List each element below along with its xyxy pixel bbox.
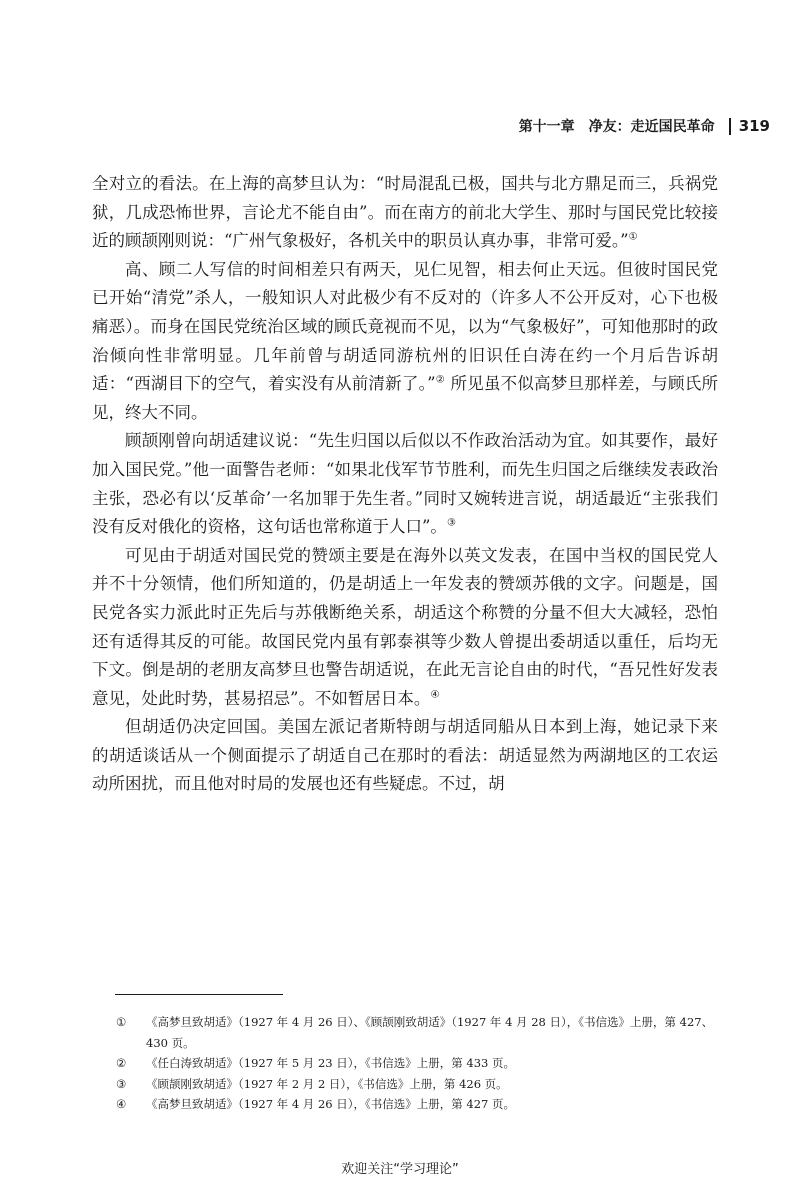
page-footer: 欢迎关注“学习理论” bbox=[341, 1162, 459, 1177]
footnote-ref-2[interactable]: ② bbox=[435, 374, 445, 386]
footnote-1 bbox=[116, 1012, 726, 1053]
page-number: 319 bbox=[738, 117, 770, 135]
footnote-text: 《任白涛致胡适》（1927 年 5 月 23 日），《书信选》上册，第 433 页。 bbox=[146, 1056, 516, 1070]
footnote-mark: ② bbox=[116, 1056, 127, 1070]
footnote-ref-1[interactable]: ① bbox=[628, 231, 638, 243]
header-divider bbox=[729, 118, 731, 135]
footnote-3 bbox=[116, 1074, 726, 1095]
footnote-text: 《高梦旦致胡适》（1927 年 4 月 26 日）、《顾颉刚致胡适》（1927 年 4 月 28 日），《书信选》上册，第 427、430 页。 bbox=[146, 1015, 714, 1050]
paragraph-3: 顾颉刚曾向胡适建议说：“先生归国以后似以不作政治活动为宜。如其要作，最好加入国民党。”他一面警告老师：“如果北伐军节节胜利，而先生归国之后继续发表政治主张，恐必有以‘反革命’一名加罪于先生者。”同时又婉转进言说，胡适最近“主张我们没有反对俄化的资格，这句话也常称道于人口”。③ bbox=[92, 431, 718, 537]
footnote-4 bbox=[116, 1094, 726, 1115]
chapter-title: 第十一章 净友：走近国民革命 bbox=[518, 119, 715, 135]
footnote-text: 《顾颉刚致胡适》（1927 年 2 月 2 日），《书信选》上册，第 426 页。 bbox=[146, 1076, 508, 1091]
body-text bbox=[92, 170, 718, 799]
paragraph-5: 但胡适仍决定回国。美国左派记者斯特朗与胡适同船从日本到上海，她记录下来的胡适谈话从一个侧面提示了胡适自己在那时的看法：胡适显然为两湖地区的工农运动所困扰，而且他对时局的发展也还有些疑虑。不过，胡 bbox=[92, 717, 718, 794]
paragraph-4: 可见由于胡适对国民党的赞颂主要是在海外以英文发表，在国中当权的国民党人并不十分领情，他们所知道的，仍是胡适上一年发表的赞颂苏俄的文字。问题是，国民党各实力派此时正先后与苏俄断绝关系，胡适这个称赞的分量不但大大减轻，恐怕还有适得其反的可能。故国民党内虽有郭泰祺等少数人曾提出委胡适以重任，后均无下文。倒是胡的老朋友高梦旦也警告胡适说，在此无言论自由的时代，“吾兄性好发表意见，处此时势，甚易招忌”。不如暂居日本。④ bbox=[92, 545, 718, 708]
footnote-mark: ③ bbox=[116, 1076, 127, 1091]
paragraph-1: 全对立的看法。在上海的高梦旦认为：“时局混乱已极，国共与北方鼎足而三，兵祸党狱，几成恐怖世界，言论尤不能自由”。而在南方的前北大学生、那时与国民党比较接近的顾颉刚则说：“广州气象极好，各机关中的职员认真办事，非常可爱。”① bbox=[92, 174, 718, 251]
footnote-mark: ④ bbox=[116, 1097, 127, 1111]
footnote-2 bbox=[116, 1053, 726, 1074]
footnote-text: 《高梦旦致胡适》（1927 年 4 月 26 日），《书信选》上册，第 427 页。 bbox=[146, 1097, 516, 1111]
paragraph-2: 高、顾二人写信的时间相差只有两天，见仁见智，相去何止天远。但彼时国民党已开始“清党”杀人，一般知识人对此极少有不反对的（许多人不公开反对，心下也极痛恶）。而身在国民党统治区域的顾氏竟视而不见，以为“气象极好”，可知他那时的政治倾向性非常明显。几年前曾与胡适同游杭州的旧识任白涛在约一个月后告诉胡适：“西湖目下的空气，着实没有从前清新了。”② 所见虽不似高梦旦那样差，与顾氏所见，终大不同。 bbox=[92, 259, 719, 422]
footnote-mark: ① bbox=[116, 1015, 127, 1029]
footnote-ref-3[interactable]: ③ bbox=[446, 517, 456, 529]
footnote-divider bbox=[115, 994, 283, 995]
running-header bbox=[519, 116, 770, 136]
footnote-ref-4[interactable]: ④ bbox=[430, 689, 440, 701]
footnotes bbox=[116, 1012, 726, 1115]
